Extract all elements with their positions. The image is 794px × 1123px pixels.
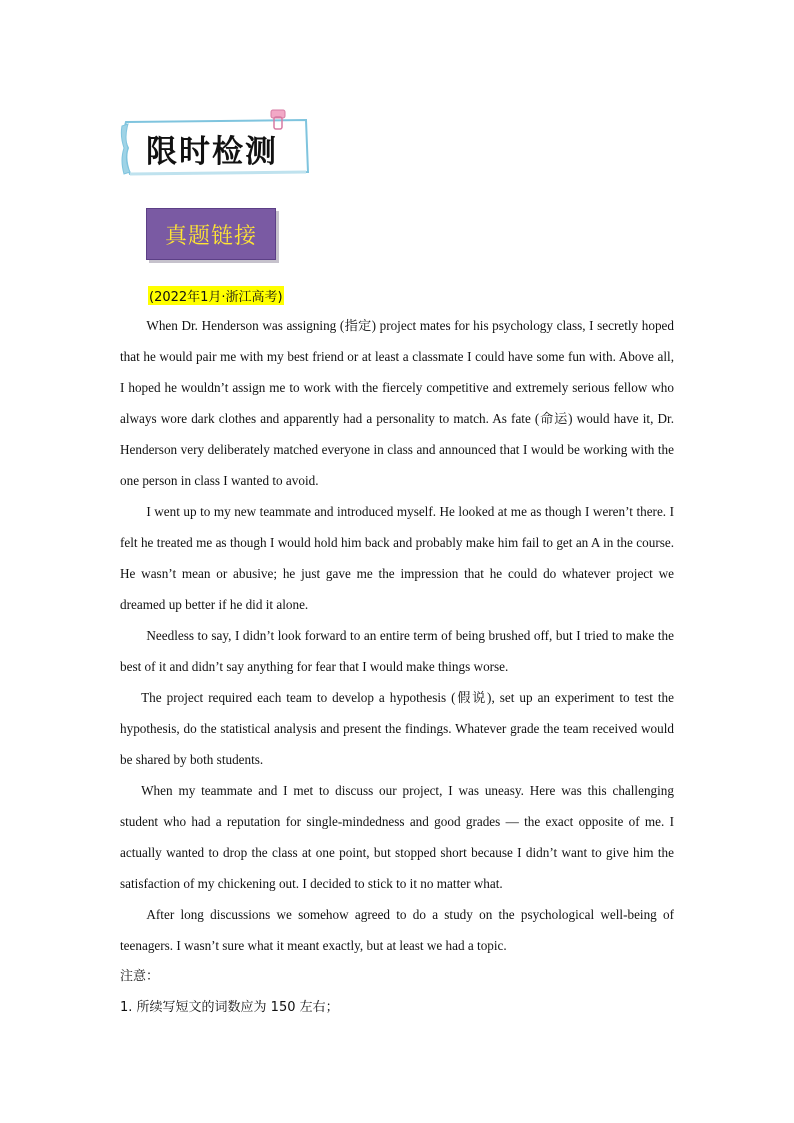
paragraph: I went up to my new teammate and introduced myself. He looked at me as though I weren’t there. I felt he treated me as though I would hold him back and probably make him fail to get an A in the course. He wasn’t mean or abusive; he just gave me the impression that he could do whatever project we dreamed up better if he did it alone.	[120, 504, 674, 612]
paragraph: The project required each team to develop a hypothesis (假说), set up an experiment to test the hypothesis, do the statistical analysis and present the findings. Whatever grade the team received would be shared by both students.	[120, 690, 674, 767]
paragraph: When my teammate and I met to discuss our project, I was uneasy. Here was this challenging student who had a reputation for single-mindedness and good grades — the exact opposite of me. I actually wanted to drop the class at one point, but stopped short because I didn’t want to give him the satisfaction of my chickening out. I decided to stick to it no matter what.	[120, 783, 674, 891]
paper-clip-icon	[268, 108, 290, 130]
note-item: 1. 所续写短文的词数应为 150 左右；	[120, 1000, 339, 1015]
topic-tag	[146, 208, 276, 260]
notes-heading: 注意：	[120, 969, 160, 984]
source-citation: (2022年1月·浙江高考)	[148, 286, 284, 305]
section-title: 限时检测	[146, 134, 278, 170]
paragraph: Needless to say, I didn’t look forward to an entire term of being brushed off, but I tried to make the best of it and didn’t say anything for fear that I would make things worse.	[120, 628, 674, 674]
paragraph: When Dr. Henderson was assigning (指定) project mates for his psychology class, I secretly hoped that he would pair me with my best friend or at least a classmate I could have some fun with. Above all, I hoped he wouldn’t assign me to work with the fiercely competitive and extremely serious fellow who always wore dark clothes and apparently had a personality to match. As fate (命运) would have it, Dr. Henderson very deliberately matched everyone in class and announced that I would be working with the one person in class I wanted to avoid.	[120, 318, 674, 488]
passage	[120, 310, 674, 1023]
topic-tag-label: 真题链接	[164, 224, 257, 249]
paragraph: After long discussions we somehow agreed to do a study on the psychological well-being of teenagers. I wasn’t sure what it meant exactly, but at least we had a topic.	[120, 907, 674, 953]
